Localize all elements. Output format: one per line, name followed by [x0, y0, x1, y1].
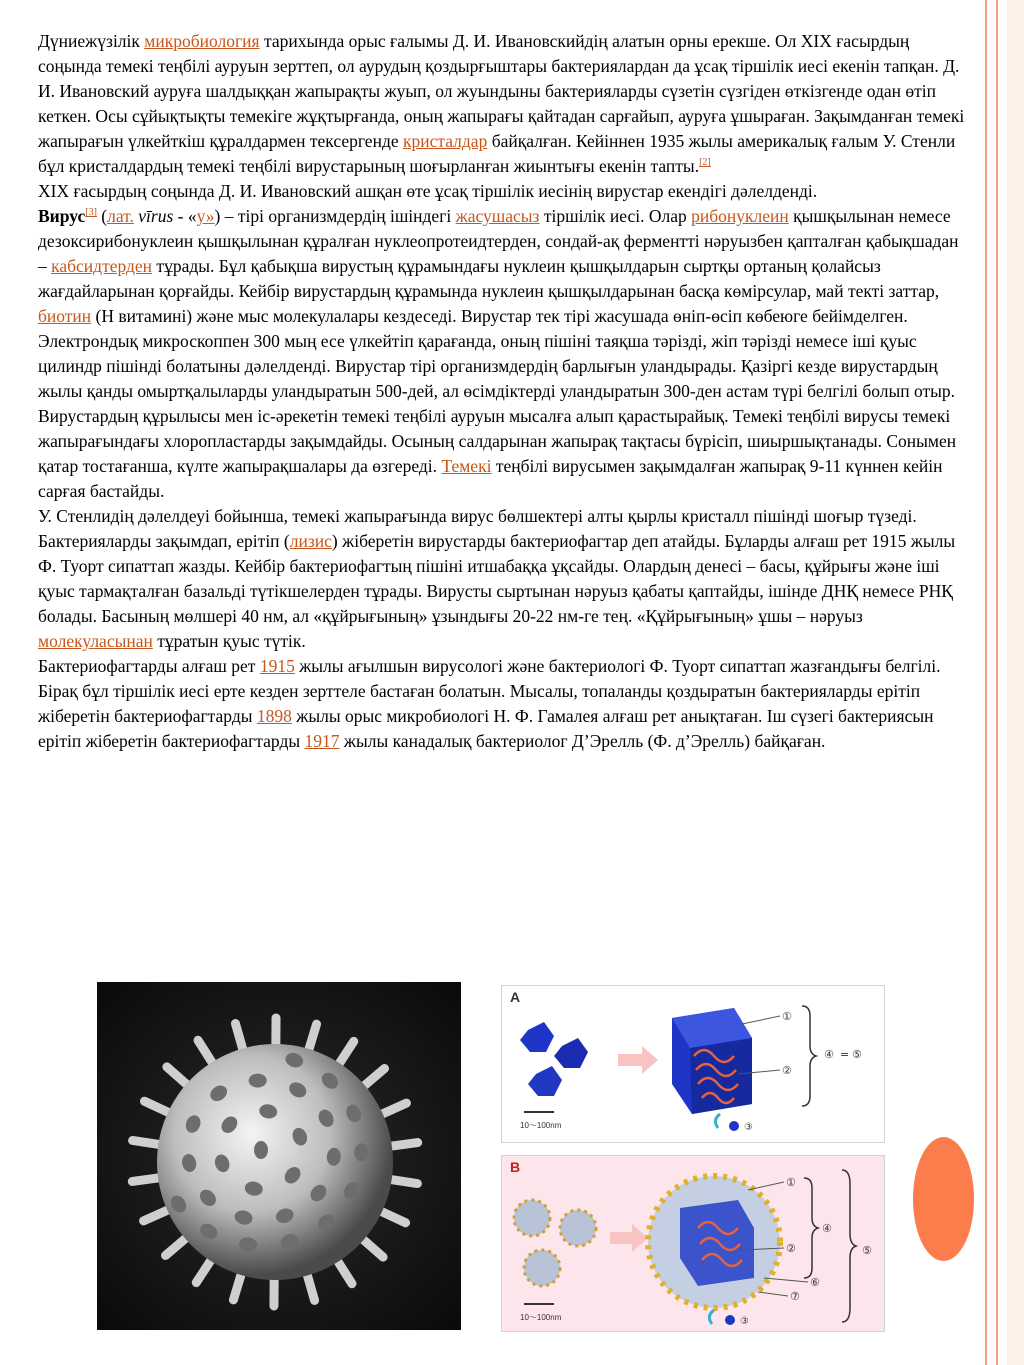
small-capsid-2 — [554, 1038, 588, 1068]
brace-b-outer — [842, 1170, 856, 1322]
small-enveloped-virus-3 — [524, 1250, 560, 1286]
arrow-icon-b — [610, 1224, 648, 1252]
link-tobacco[interactable]: Темекі — [441, 456, 492, 476]
brace-b-inner — [804, 1178, 818, 1278]
paragraph-2: XIX ғасырдың соңында Д. И. Ивановский ашқан өте ұсақ тіршілік иесінің вирустар екендігі дәлелденді. — [38, 181, 818, 201]
panel-b-letter: B — [510, 1159, 521, 1175]
decor-orange-oval — [913, 1137, 974, 1261]
link-molecule[interactable]: молекуласынан — [38, 631, 153, 651]
callout-b-5: ⑤ — [862, 1244, 872, 1257]
paragraph-4: Вирустардың құрылысы мен іс-әрекетін темекі теңбілі ауруын мысалға алып қарастырайық. Темекі теңбілі вирусы темекі жапырағындағы хлоропластарды зақымдайды. Осының салдарынан жапырақ тақтасы бүрісіп, шиыршықтанады. Сонымен қатар тостағанша, күлте жапырақшалары да өзгереді. Темекі теңбілі вирусымен зақымдалған жапырақ 9-11 күннен кейін сарғая бастайды. — [38, 406, 957, 501]
paragraph-7: Бактериофагтарды алғаш рет 1915 жылы ағылшын вирусологі және бактериологі Ф. Туорт сипаттап жазғандығы белгілі. Бірақ бұл тіршілік иесі ерте кезден зерттеле бастаған болатын. Мысалы, топаланды қоздыратын бактерияларды ерітіп жіберетін бактериофагтарды 1898 жылы орыс микробиологі Н. Ф. Гамалея алғаш рет анықтаған. Іш сүзегі бактериясын ерітіп жіберетін бактериофагтарды 1917 жылы канадалық бактериолог Д’Эрелль (Ф. д’Эрелль) байқаған. — [38, 656, 941, 751]
callout-3: ③ — [744, 1122, 753, 1133]
link-acellular[interactable]: жасушасыз — [455, 206, 540, 226]
brace — [802, 1006, 816, 1106]
inner-capsid — [680, 1200, 754, 1286]
callout-b-2: ② — [786, 1242, 796, 1255]
link-biotin[interactable]: биотин — [38, 306, 92, 326]
callout-b-3: ③ — [740, 1316, 749, 1327]
paragraph-3: Вирус[3] (лат. vīrus - «у») – тірі организмдердің ішіндегі жасушасыз тіршілік иесі. Олар рибонуклеин қышқылынан немесе дезоксирибонуклеин қышқылынан құралған нуклеопротеидтерден, сондай-ақ ферментті нәруызбен қапталған қабықшадан – кабсидтерден тұрады. Бұл қабықша вирустың құрамындағы нуклеин қышқылдарын сыртқы ортаның қолайсыз жағдайларынан қорғайды. Кейбір вирустардың құрамында нуклеин қышқылдарынан басқа көмірсулар, май текті заттар, биотин (Н витамині) және мыс молекулалары кездеседі. Вирустар тек тірі жасушада өніп-өсіп көбеюге бейімделген. Электрондық микроскоппен 300 мың есе үлкейтіп қарағанда, оның пішіні таяқша тәрізді, жіп тәрізді немесе іші қуыс цилиндр пішінді болатыны дәлелденді. Вирустар тірі организмдердің барлығын уландырады. Қазіргі кезде вирустардың жылы қанды омыртқалыларды уландыратын 500-дей, ал өсімдіктерді уландыратын 300-ден астам түрі белгілі болып отыр. — [38, 206, 959, 401]
small-enveloped-virus-2 — [560, 1210, 596, 1246]
virus-spike — [388, 1179, 418, 1183]
arrow-icon — [618, 1046, 658, 1074]
virus-structure-diagram — [501, 985, 883, 1331]
virus-particle-image — [97, 982, 461, 1330]
callout-b-1: ① — [786, 1176, 796, 1189]
link-year-1898[interactable]: 1898 — [256, 706, 292, 726]
virus-surface-pit — [254, 1141, 268, 1159]
link-crystals[interactable]: кристалдар — [403, 131, 488, 151]
decor-stripe-left — [985, 0, 987, 1365]
callout-b-7: ⑦ — [790, 1290, 800, 1303]
virus-micrograph — [97, 982, 461, 1330]
article-body — [38, 29, 966, 754]
reference-2[interactable]: [2] — [699, 157, 711, 169]
paragraph-1: Дүниежүзілік микробиология тарихында орыс ғалымы Д. И. Ивановскийдің алатын орны ерекше. Ол XIX ғасырдың соңында темекі теңбілі ауруын зерттеп, ол аурудың қоздырғыштары бактериялардан да ұсақ тіршілік иесі екенін тапқан. Д. И. Ивановский ауруға шалдыққан жапырақты жуып, ол жуындыны бактерияларды сүзетін сүзгіден өткізгенде одан өтіп кеткен. Осы сұйықтықты темекіге жұқтырғанда, оның жапырағы қайтадан сарғайып, ауруға ұшыраған. Зақымданған темекі жапырағын үлкейткіш құралдармен тексергенде кристалдар байқалған. Кейіннен 1935 жылы америкалық ғалым У. Стенли бұл кристалдардың темекі теңбілі вирустарының шоғырланған жиынтығы екенін тапты.[2] — [38, 31, 965, 176]
virus-spike — [388, 1143, 418, 1147]
diagram-panel-b — [501, 1155, 885, 1332]
link-capsids[interactable]: кабсидтерден — [51, 256, 153, 276]
paragraph-5: У. Стенлидің дәлелдеуі бойынша, темекі жапырағында вирус бөлшектері алты қырлы кристалл пішінді шоғыр түзеді. — [38, 506, 917, 526]
virus-spike — [133, 1140, 163, 1144]
decor-stripe-right — [996, 0, 998, 1365]
callout-5: ⑤ — [852, 1048, 862, 1061]
callout-b-4: ④ — [822, 1222, 832, 1235]
paragraph-6: Бактерияларды зақымдап, ерітіп (лизис) жіберетін вирустарды бактериофагтар деп атайды. Бұларды алғаш рет 1915 жылы Ф. Туорт сипаттап жазды. Кейбір бактериофагтың пішіні итшабаққа ұқсайды. Олардың денесі – басы, құйрығы және іші қуыс тармақталған базальді түтікшелерден тұрады. Вирусты сыртынан нәруыз қабаты қаптайды, ішінде ДНҚ немесе РНҚ болады. Басының мөлшері 40 нм, ал «құйрығының» ұзындығы 20-22 нм-ге тең. «Құйрығының» ұшы – нәруыз молекуласынан тұратын қуыс түтік. — [38, 531, 956, 651]
scale-label-a: 10～100nm — [520, 1121, 562, 1130]
equals-sign: = — [840, 1048, 850, 1061]
reference-3[interactable]: [3] — [85, 207, 97, 219]
small-capsid-3 — [528, 1066, 562, 1096]
virus-spike — [132, 1177, 162, 1181]
term-virus: Вирус — [38, 206, 86, 226]
small-capsid-1 — [520, 1022, 554, 1052]
callout-2: ② — [782, 1064, 792, 1077]
callout-b-6: ⑥ — [810, 1276, 820, 1289]
link-poison[interactable]: у» — [196, 206, 215, 226]
decor-margin-band — [1007, 0, 1024, 1365]
small-enveloped-virus-1 — [514, 1200, 550, 1236]
link-year-1917[interactable]: 1917 — [304, 731, 340, 751]
curved-arrow-icon — [715, 1114, 720, 1128]
callout-4: ④ — [824, 1048, 834, 1061]
diagram-panel-a — [501, 985, 885, 1143]
link-ribonucleic[interactable]: рибонуклеин — [691, 206, 789, 226]
panel-a-letter: A — [510, 989, 521, 1005]
curved-arrow-icon-b — [709, 1310, 714, 1324]
callout-1: ① — [782, 1010, 792, 1023]
latin-word: vīrus — [138, 206, 174, 226]
link-latin[interactable]: лат. — [107, 206, 134, 226]
scale-label-b: 10～100nm — [520, 1313, 562, 1322]
link-microbiology[interactable]: микробиология — [144, 31, 260, 51]
link-lysis[interactable]: лизис — [289, 531, 332, 551]
link-year-1915[interactable]: 1915 — [259, 656, 295, 676]
